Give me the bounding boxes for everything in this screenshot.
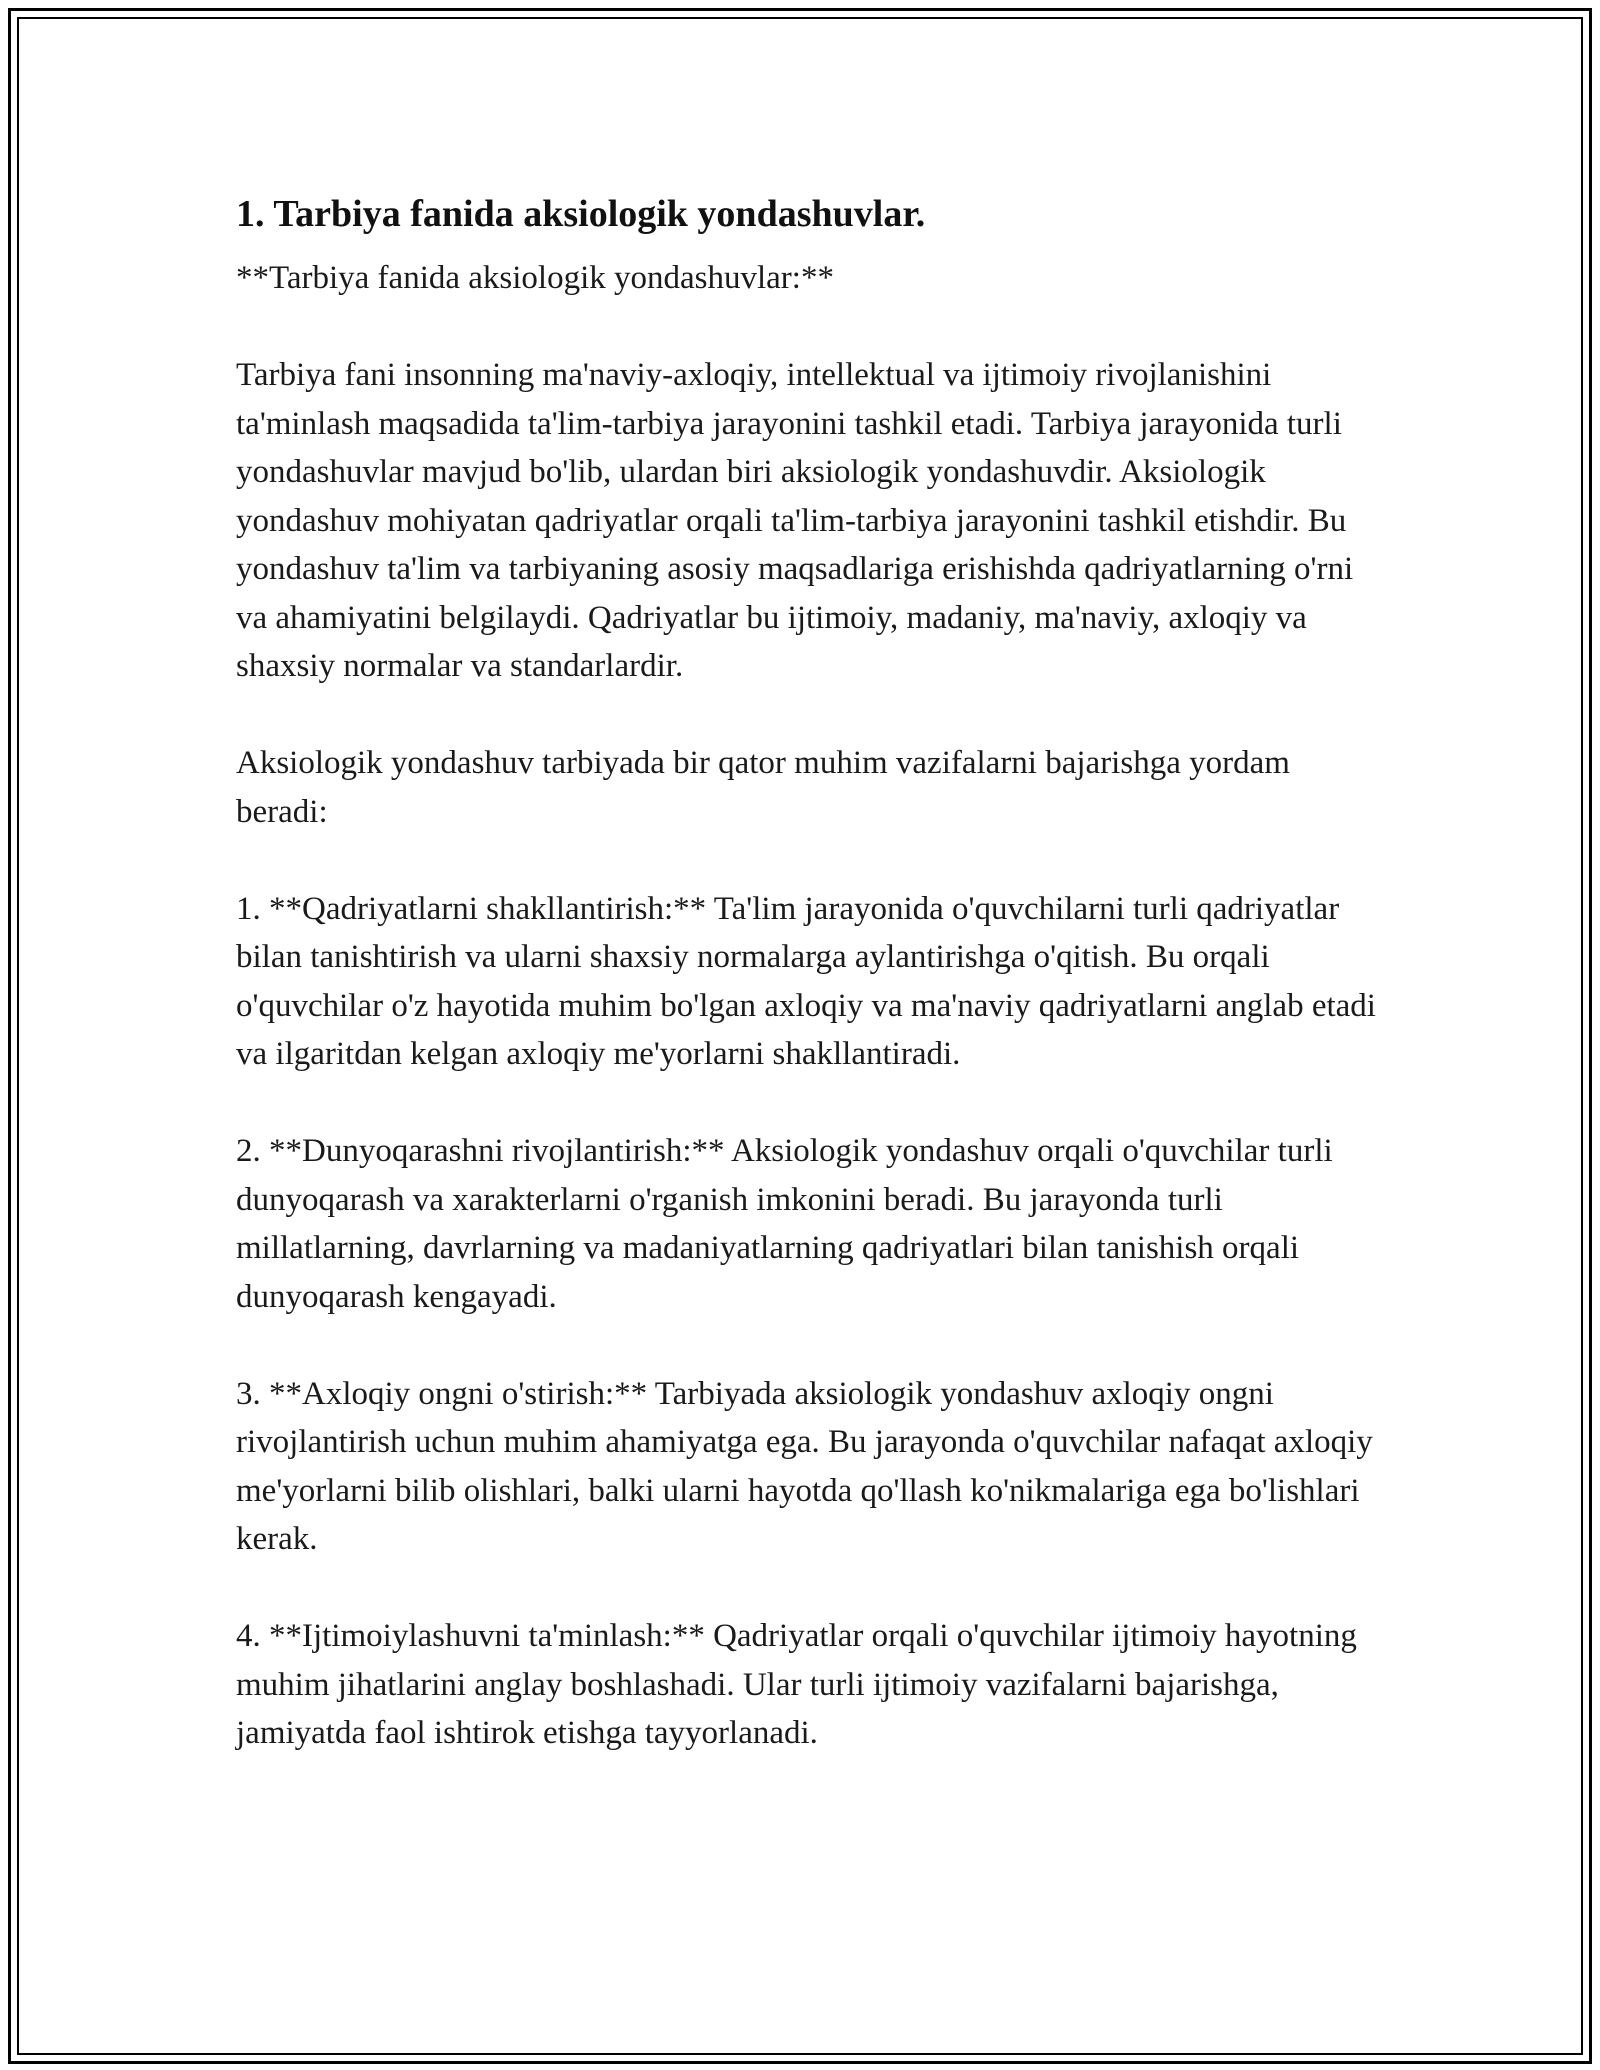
list-item-1: 1. **Qadriyatlarni shakllantirish:** Ta'lim jarayonida o'quvchilarni turli qadriyatlar bilan tanishtirish va ularni shaxsiy normalarga aylantirishga o'qitish. Bu orqali o'quvchilar o'z hayotida muhim bo'lgan axloqiy va ma'naviy qadriyatlarni anglab etadi va ilgaritdan kelgan axloqiy me'yorlarni shakllantiradi. (236, 890, 1376, 1072)
list-item-4: 4. **Ijtimoiylashuvni ta'minlash:** Qadriyatlar orqali o'quvchilar ijtimoiy hayotning muhim jihatlarini anglay boshlashadi. Ular turli ijtimoiy vazifalarni bajarishga, jamiyatda faol ishtirok etishga tayyorlanadi. (236, 1618, 1357, 1751)
paragraph-subheading: **Tarbiya fanida aksiologik yondashuvlar:** (236, 260, 834, 296)
document-body (236, 190, 1386, 1758)
paragraph-intro: Tarbiya fani insonning ma'naviy-axloqiy, intellektual va ijtimoiy rivojlanishini ta'minlash maqsadida ta'lim-tarbiya jarayonini tashkil etadi. Tarbiya jarayonida turli yondashuvlar mavjud bo'lib, ulardan biri aksiologik yondashuvdir. Aksiologik yondashuv mohiyatan qadriyatlar orqali ta'lim-tarbiya jarayonini tashkil etishdir. Bu yondashuv ta'lim va tarbiyaning asosiy maqsadlariga erishishda qadriyatlarning o'rni va ahamiyatini belgilaydi. Qadriyatlar bu ijtimoiy, madaniy, ma'naviy, axloqiy va shaxsiy normalar va standarlardir. (236, 357, 1354, 684)
paragraph-tasks-lead: Aksiologik yondashuv tarbiyada bir qator muhim vazifalarni bajarishga yordam beradi: (236, 745, 1290, 830)
document-title: 1. Tarbiya fanida aksiologik yondashuvlar. (236, 193, 926, 235)
list-item-2: 2. **Dunyoqarashni rivojlantirish:** Aksiologik yondashuv orqali o'quvchilar turli dunyoqarash va xarakterlarni o'rganish imkonini beradi. Bu jarayonda turli millatlarning, davrlarning va madaniyatlarning qadriyatlari bilan tanishish orqali dunyoqarash kengayadi. (236, 1133, 1333, 1315)
list-item-3: 3. **Axloqiy ongni o'stirish:** Tarbiyada aksiologik yondashuv axloqiy ongni rivojlantirish uchun muhim ahamiyatga ega. Bu jarayonda o'quvchilar nafaqat axloqiy me'yorlarni bilib olishlari, balki ularni hayotda qo'llash ko'nikmalariga ega bo'lishlari kerak. (236, 1375, 1373, 1557)
